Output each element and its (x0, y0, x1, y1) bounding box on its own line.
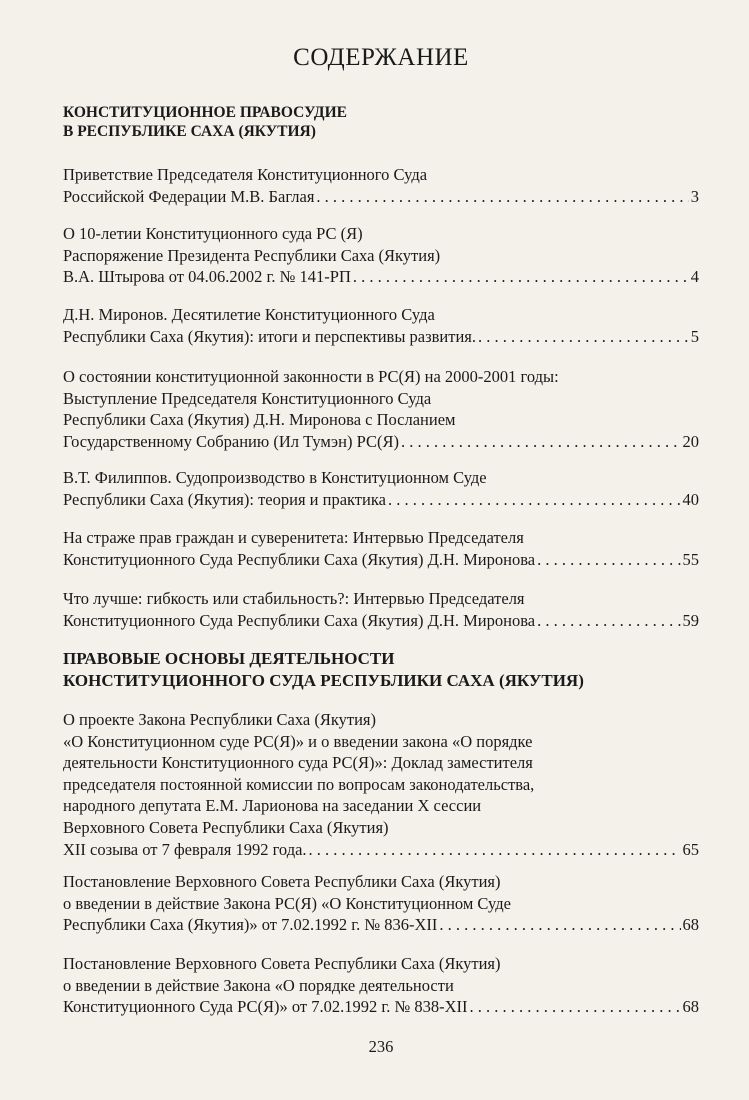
toc-entry (63, 304, 699, 347)
dot-leader (537, 610, 680, 632)
entry-line: Республики Саха (Якутия): итоги и перспективы развития. (63, 326, 477, 346)
entry-page-number: 20 (682, 431, 699, 451)
entry-last-line (63, 610, 699, 632)
dot-leader (537, 549, 680, 571)
entry-line: народного депутата Е.М. Ларионова на заседании X сессии (63, 796, 482, 816)
toc-entry (63, 953, 699, 1018)
dot-leader (470, 996, 681, 1018)
toc-entry (63, 527, 699, 570)
entry-page-number: 55 (682, 549, 699, 569)
section-heading-line: КОНСТИТУЦИОННОЕ ПРАВОСУДИЕ (63, 104, 347, 121)
entry-line: XII созыва от 7 февраля 1992 года. (63, 839, 307, 859)
entry-line: Верховного Совета Республики Саха (Якутия) (63, 817, 389, 837)
entry-last-line (63, 431, 699, 453)
entry-page-number: 40 (682, 489, 699, 509)
section-heading-line: В РЕСПУБЛИКЕ САХА (ЯКУТИЯ) (63, 123, 316, 140)
entry-last-line (63, 839, 699, 861)
toc-entry (63, 164, 699, 207)
dot-leader (316, 186, 688, 208)
entry-line: На страже прав граждан и суверенитета: Интервью Председателя (63, 528, 524, 547)
toc-entry (63, 223, 699, 288)
entry-line: В.Т. Филиппов. Судопроизводство в Конституционном Суде (63, 468, 487, 487)
entry-line: председателя постоянной комиссии по вопросам законодательства, (63, 774, 535, 794)
entry-line: Республики Саха (Якутия) Д.Н. Миронова с Посланием (63, 410, 456, 430)
dot-leader (401, 431, 681, 453)
toc-entry (63, 709, 699, 860)
entry-page-number: 5 (690, 326, 699, 346)
entry-line: о введении в действие Закона РС(Я) «О Конституционном Суде (63, 893, 511, 913)
entry-line: о введении в действие Закона «О порядке деятельности (63, 975, 454, 995)
entry-line: Постановление Верховного Совета Республики Саха (Якутия) (63, 872, 501, 891)
dot-leader (388, 489, 681, 511)
entry-line: Д.Н. Миронов. Десятилетие Конституционного Суда (63, 305, 435, 324)
entry-page-number: 65 (682, 839, 699, 859)
section-heading-line: КОНСТИТУЦИОННОГО СУДА РЕСПУБЛИКИ САХА (ЯКУТИЯ) (63, 671, 584, 690)
entry-line: Республики Саха (Якутия)» от 7.02.1992 г. № 836-XII (63, 915, 438, 935)
entry-line: деятельности Конституционного суда РС(Я)»: Доклад заместителя (63, 753, 533, 773)
entry-page-number: 3 (690, 186, 699, 206)
toc-entry (63, 467, 699, 510)
dot-leader (439, 914, 680, 936)
entry-page-number: 59 (682, 610, 699, 630)
entry-line: Конституционного Суда Республики Саха (Якутия) Д.Н. Миронова (63, 610, 536, 630)
entry-line: Российской Федерации М.В. Баглая (63, 186, 315, 206)
entry-line: Государственному Собранию (Ил Тумэн) РС(Я) (63, 431, 399, 451)
entry-last-line (63, 489, 699, 511)
section-heading-1 (63, 103, 699, 141)
section-heading-line: ПРАВОВЫЕ ОСНОВЫ ДЕЯТЕЛЬНОСТИ (63, 649, 395, 668)
entry-last-line (63, 996, 699, 1018)
section-heading-2 (63, 648, 699, 692)
toc-entry (63, 366, 699, 452)
entry-last-line (63, 914, 699, 936)
entry-line: О состоянии конституционной законности в РС(Я) на 2000-2001 годы: (63, 367, 559, 386)
entry-line: «О Конституционном суде РС(Я)» и о введении закона «О порядке (63, 731, 533, 751)
entry-page-number: 68 (682, 915, 699, 935)
entry-last-line (63, 186, 699, 208)
entry-last-line (63, 266, 699, 288)
entry-line: Постановление Верховного Совета Республики Саха (Якутия) (63, 954, 501, 973)
entry-line: Конституционного Суда РС(Я)» от 7.02.1992 г. № 838-XII (63, 997, 468, 1017)
entry-line: Что лучше: гибкость или стабильность?: Интервью Председателя (63, 589, 525, 608)
entry-line: Распоряжение Президента Республики Саха (Якутия) (63, 245, 441, 265)
entry-line: О проекте Закона Республики Саха (Якутия) (63, 710, 377, 729)
toc-page (63, 0, 699, 1100)
entry-page-number: 4 (690, 267, 699, 287)
entry-line: Конституционного Суда Республики Саха (Якутия) Д.Н. Миронова (63, 549, 536, 569)
entry-line: О 10-летии Конституционного суда РС (Я) (63, 224, 363, 243)
page-number: 236 (368, 1037, 394, 1056)
dot-leader (309, 839, 681, 861)
entry-page-number: 68 (682, 997, 699, 1017)
dot-leader (353, 266, 689, 288)
entry-line: В.А. Штырова от 04.06.2002 г. № 141-РП (63, 267, 351, 287)
entry-line: Приветствие Председателя Конституционного Суда (63, 165, 428, 184)
toc-entry (63, 588, 699, 631)
entry-line: Республики Саха (Якутия): теория и практика (63, 489, 386, 509)
page-title: СОДЕРЖАНИЕ (293, 44, 469, 71)
dot-leader (478, 326, 689, 348)
toc-entry (63, 871, 699, 936)
entry-last-line (63, 549, 699, 571)
entry-last-line (63, 326, 699, 348)
entry-line: Выступление Председателя Конституционного Суда (63, 388, 432, 408)
